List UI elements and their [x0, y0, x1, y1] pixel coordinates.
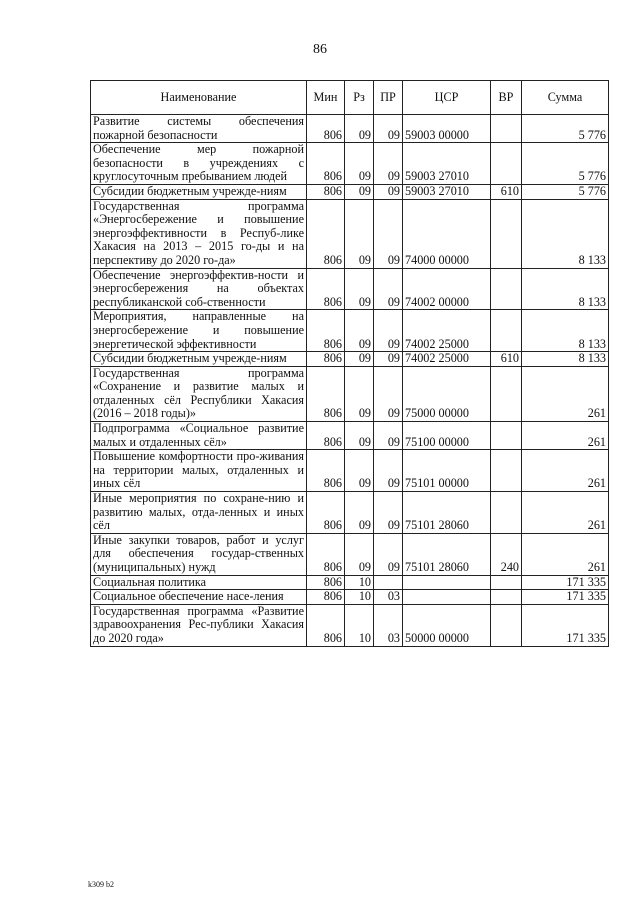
cell-rz: 09 — [345, 450, 374, 492]
cell-name: Государственная программа «Энергосбережение и повышение энергоэффективности в Респуб-лике Хакасия на 2013 – 2015 го-ды и на перспективу до 2020 го-да» — [91, 199, 307, 268]
header-vr: ВР — [491, 81, 522, 115]
table-row — [91, 533, 609, 575]
cell-rz: 10 — [345, 575, 374, 590]
cell-vr: 240 — [491, 533, 522, 575]
cell-name: Субсидии бюджетным учрежде-ниям — [91, 184, 307, 199]
cell-name: Государственная программа «Развитие здравоохранения Рес-публики Хакасия до 2020 года» — [91, 604, 307, 646]
cell-rz: 09 — [345, 492, 374, 534]
table-row — [91, 604, 609, 646]
cell-pr: 09 — [374, 310, 403, 352]
header-pr: ПР — [374, 81, 403, 115]
cell-vr — [491, 143, 522, 185]
cell-rz: 09 — [345, 115, 374, 143]
cell-pr — [374, 575, 403, 590]
cell-pr: 09 — [374, 533, 403, 575]
cell-csr: 75100 00000 — [403, 422, 491, 450]
cell-sum: 5 776 — [522, 143, 609, 185]
cell-min: 806 — [307, 450, 345, 492]
table-row — [91, 184, 609, 199]
cell-csr — [403, 590, 491, 605]
cell-vr — [491, 492, 522, 534]
cell-vr — [491, 590, 522, 605]
table-row — [91, 115, 609, 143]
cell-sum: 5 776 — [522, 184, 609, 199]
cell-sum: 8 133 — [522, 310, 609, 352]
cell-min: 806 — [307, 575, 345, 590]
cell-csr: 75000 00000 — [403, 366, 491, 421]
cell-pr: 09 — [374, 268, 403, 310]
cell-pr: 09 — [374, 352, 403, 367]
header-name: Наименование — [91, 81, 307, 115]
cell-vr — [491, 575, 522, 590]
cell-vr — [491, 366, 522, 421]
cell-sum: 261 — [522, 492, 609, 534]
cell-sum: 171 335 — [522, 604, 609, 646]
cell-name: Подпрограмма «Социальное развитие малых и отдаленных сёл» — [91, 422, 307, 450]
table-row — [91, 575, 609, 590]
cell-csr: 74002 00000 — [403, 268, 491, 310]
cell-pr: 09 — [374, 199, 403, 268]
cell-csr — [403, 575, 491, 590]
cell-csr: 74002 25000 — [403, 310, 491, 352]
cell-rz: 09 — [345, 143, 374, 185]
cell-rz: 09 — [345, 310, 374, 352]
cell-rz: 09 — [345, 268, 374, 310]
cell-min: 806 — [307, 492, 345, 534]
cell-csr: 74000 00000 — [403, 199, 491, 268]
cell-sum: 261 — [522, 422, 609, 450]
cell-csr: 75101 28060 — [403, 492, 491, 534]
header-min: Мин — [307, 81, 345, 115]
cell-csr: 74002 25000 — [403, 352, 491, 367]
cell-rz: 09 — [345, 366, 374, 421]
cell-vr: 610 — [491, 184, 522, 199]
cell-sum: 261 — [522, 533, 609, 575]
cell-pr: 09 — [374, 143, 403, 185]
cell-pr: 03 — [374, 604, 403, 646]
table-header-row — [91, 81, 609, 115]
cell-min: 806 — [307, 310, 345, 352]
page-number: 86 — [313, 42, 327, 57]
header-rz: Рз — [345, 81, 374, 115]
cell-pr: 09 — [374, 492, 403, 534]
cell-rz: 10 — [345, 590, 374, 605]
cell-name: Иные мероприятия по сохране-нию и развитию малых, отда-ленных и иных сёл — [91, 492, 307, 534]
cell-min: 806 — [307, 115, 345, 143]
cell-min: 806 — [307, 533, 345, 575]
cell-name: Повышение комфортности про-живания на территории малых, отдаленных и иных сёл — [91, 450, 307, 492]
cell-rz: 09 — [345, 422, 374, 450]
budget-table — [90, 80, 609, 647]
cell-min: 806 — [307, 268, 345, 310]
table-row — [91, 352, 609, 367]
cell-sum: 261 — [522, 450, 609, 492]
cell-name: Мероприятия, направленные на энергосбережение и повышение энергетической эффективности — [91, 310, 307, 352]
cell-sum: 5 776 — [522, 115, 609, 143]
cell-name: Иные закупки товаров, работ и услуг для обеспечения государ-ственных (муниципальных) нужд — [91, 533, 307, 575]
cell-min: 806 — [307, 184, 345, 199]
cell-name: Обеспечение мер пожарной безопасности в учреждениях с круглосуточным пребыванием людей — [91, 143, 307, 185]
cell-vr — [491, 199, 522, 268]
cell-min: 806 — [307, 352, 345, 367]
table-row — [91, 422, 609, 450]
cell-vr — [491, 604, 522, 646]
cell-pr: 09 — [374, 450, 403, 492]
table-row — [91, 492, 609, 534]
cell-vr — [491, 268, 522, 310]
cell-vr — [491, 310, 522, 352]
cell-name: Социальное обеспечение насе-ления — [91, 590, 307, 605]
cell-name: Субсидии бюджетным учрежде-ниям — [91, 352, 307, 367]
cell-csr: 59003 27010 — [403, 143, 491, 185]
cell-pr: 09 — [374, 422, 403, 450]
cell-vr — [491, 115, 522, 143]
cell-rz: 09 — [345, 199, 374, 268]
header-csr: ЦСР — [403, 81, 491, 115]
cell-csr: 75101 28060 — [403, 533, 491, 575]
cell-pr: 03 — [374, 590, 403, 605]
cell-min: 806 — [307, 604, 345, 646]
cell-pr: 09 — [374, 115, 403, 143]
cell-rz: 09 — [345, 533, 374, 575]
footer-code: k309 b2 — [88, 880, 114, 889]
cell-min: 806 — [307, 590, 345, 605]
table-row — [91, 450, 609, 492]
cell-pr: 09 — [374, 366, 403, 421]
cell-name: Обеспечение энергоэффектив-ности и энергосбережения на объектах республиканской соб-ственности — [91, 268, 307, 310]
table-row — [91, 590, 609, 605]
cell-name: Государственная программа «Сохранение и развитие малых и отдаленных сёл Республики Хакасия (2016 – 2018 годы)» — [91, 366, 307, 421]
cell-vr — [491, 422, 522, 450]
cell-rz: 09 — [345, 352, 374, 367]
cell-sum: 261 — [522, 366, 609, 421]
cell-sum: 171 335 — [522, 575, 609, 590]
cell-csr: 75101 00000 — [403, 450, 491, 492]
table-row — [91, 310, 609, 352]
cell-csr: 59003 27010 — [403, 184, 491, 199]
cell-min: 806 — [307, 366, 345, 421]
cell-sum: 8 133 — [522, 199, 609, 268]
cell-csr: 59003 00000 — [403, 115, 491, 143]
cell-sum: 8 133 — [522, 268, 609, 310]
cell-min: 806 — [307, 422, 345, 450]
cell-csr: 50000 00000 — [403, 604, 491, 646]
cell-min: 806 — [307, 199, 345, 268]
table-row — [91, 366, 609, 421]
cell-min: 806 — [307, 143, 345, 185]
table-row — [91, 143, 609, 185]
table-row — [91, 268, 609, 310]
cell-pr: 09 — [374, 184, 403, 199]
cell-sum: 8 133 — [522, 352, 609, 367]
cell-name: Социальная политика — [91, 575, 307, 590]
cell-rz: 10 — [345, 604, 374, 646]
table-body — [91, 115, 609, 647]
cell-vr — [491, 450, 522, 492]
cell-name: Развитие системы обеспечения пожарной безопасности — [91, 115, 307, 143]
header-sum: Сумма — [522, 81, 609, 115]
cell-sum: 171 335 — [522, 590, 609, 605]
cell-rz: 09 — [345, 184, 374, 199]
table-row — [91, 199, 609, 268]
cell-vr: 610 — [491, 352, 522, 367]
